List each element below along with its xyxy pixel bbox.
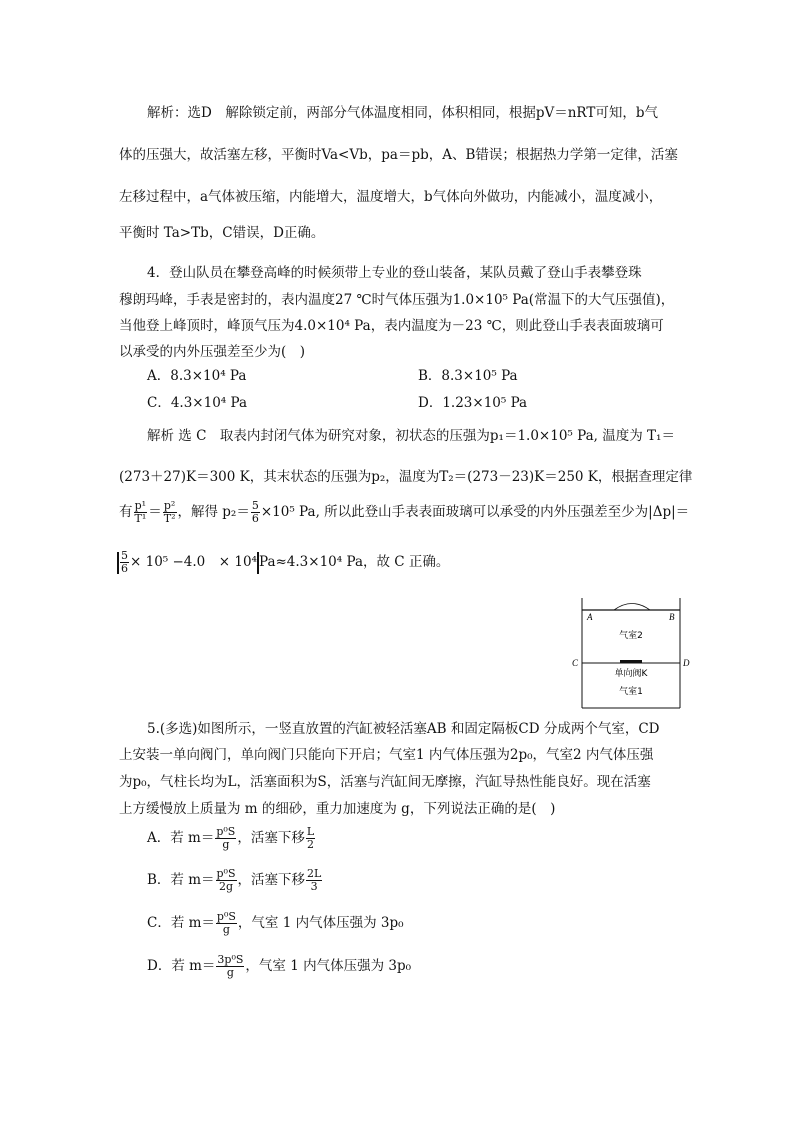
solution-4-line-1: 解析 选 C 取表内封闭气体为研究对象，初状态的压强为p₁＝1.0×10⁵ Pa, 温度为 T₁＝	[147, 428, 675, 444]
solution-4-prefix: 有	[119, 504, 133, 520]
fraction-five-sixths-2: $\frac{5}{6}$	[121, 549, 128, 575]
question-4-line-2: 穆朗玛峰，手表是密封的，表内温度27 ℃时气体压强为1.0×10⁵ Pa(常温下的大气压强值)，	[119, 292, 675, 308]
question-5-option-d: D．若 m＝ $\frac{\text{3p⁰S}}{g}$ ，气室 1 内气体压强为 3p₀	[147, 953, 412, 979]
label-room-1: 气室1	[619, 687, 643, 697]
question-4-option-c: C．4.3×10⁴ Pa	[147, 395, 248, 411]
fraction-p2-t2: $\frac{\text{p²}}{\text{T²}}$	[163, 499, 176, 525]
label-valve: 单向阀K	[614, 669, 648, 679]
solution-3-line-4: 平衡时 Ta>Tb，C错误，D正确。	[119, 225, 325, 241]
question-4-line-1: 4．登山队员在攀登高峰的时候须带上专业的登山装备，某队员戴了登山手表攀登珠	[147, 265, 642, 281]
question-4-option-b: B．8.3×10⁵ Pa	[418, 368, 518, 384]
cylinder-diagram	[572, 596, 692, 711]
solution-4-line-3: 有 $\frac{\text{p¹}}{\text{T¹}}$ ＝ $\frac{\text{p²}}{\text{T²}}$ ，解得 p₂＝ $\frac{5}{6}$ ×10⁵ Pa, 所以此登山手表表面玻璃可以承受的内外压强差至少为|Δp|＝	[119, 499, 690, 525]
label-b: B	[669, 612, 675, 622]
question-4-option-a: A．8.3×10⁴ Pa	[147, 368, 247, 384]
solution-3-line-3: 左移过程中，a气体被压缩，内能增大，温度增大，b气体向外做功，内能减小，温度减小，	[119, 189, 663, 205]
cylinder-svg	[572, 596, 692, 711]
question-5-option-c: C．若 m＝ $\frac{\text{p⁰S}}{g}$ ，气室 1 内气体压强为 3p₀	[147, 910, 404, 936]
label-c: C	[572, 658, 579, 668]
label-d: D	[683, 658, 690, 668]
label-a: A	[587, 612, 593, 622]
question-5-line-4: 上方缓慢放上质量为 m 的细砂，重力加速度为 g，下列说法正确的是( )	[119, 801, 556, 817]
question-4-line-3: 当他登上峰顶时，峰顶气压为4.0×10⁴ Pa，表内温度为－23 ℃，则此登山手表表面玻璃可	[119, 318, 664, 334]
question-4-option-d: D．1.23×10⁵ Pa	[418, 395, 528, 411]
solution-3-line-2: 体的压强大，故活塞左移，平衡时Va<Vb，pa＝pb，A、B错误；根据热力学第一定律，活塞	[119, 147, 678, 163]
question-5-line-3: 为p₀，气柱长均为L，活塞面积为S，活塞与汽缸间无摩擦，汽缸导热性能良好。现在活塞	[119, 774, 651, 790]
abs-bar-left	[117, 552, 119, 574]
question-5-line-2: 上安装一单向阀门，单向阀门只能向下开启；气室1 内气体压强为2p₀，气室2 内气体压强	[119, 747, 654, 763]
fraction-five-sixths: $\frac{5}{6}$	[251, 499, 259, 525]
solution-4-line-2: (273＋27)K＝300 K，其末状态的压强为p₂，温度为T₂＝(273－23)K＝250 K，根据查理定律	[119, 469, 693, 485]
solution-3-line-1: 解析：选D 解除锁定前，两部分气体温度相同，体积相同，根据pV＝nRT可知，b气	[147, 105, 658, 121]
fraction-p1-t1: $\frac{\text{p¹}}{\text{T¹}}$	[134, 499, 147, 525]
solution-4-line-4: $\frac{5}{6}$ × 10⁵ −4.0 × 10⁴ Pa≈4.3×10⁴ Pa，故 C 正确。	[117, 550, 449, 575]
label-room-2: 气室2	[619, 631, 643, 641]
question-5-line-1: 5.(多选)如图所示，一竖直放置的汽缸被轻活塞AB 和固定隔板CD 分成两个气室，CD	[147, 721, 660, 737]
question-5-option-b: B．若 m＝ $\frac{\text{p⁰S}}{2g}$ ，活塞下移 $\frac{2L}{3}$	[147, 867, 322, 893]
question-5-option-a: A．若 m＝ $\frac{\text{p⁰S}}{g}$ ，活塞下移 $\frac{L}{2}$	[147, 825, 315, 851]
question-4-line-4: 以承受的内外压强差至少为( )	[119, 344, 306, 360]
